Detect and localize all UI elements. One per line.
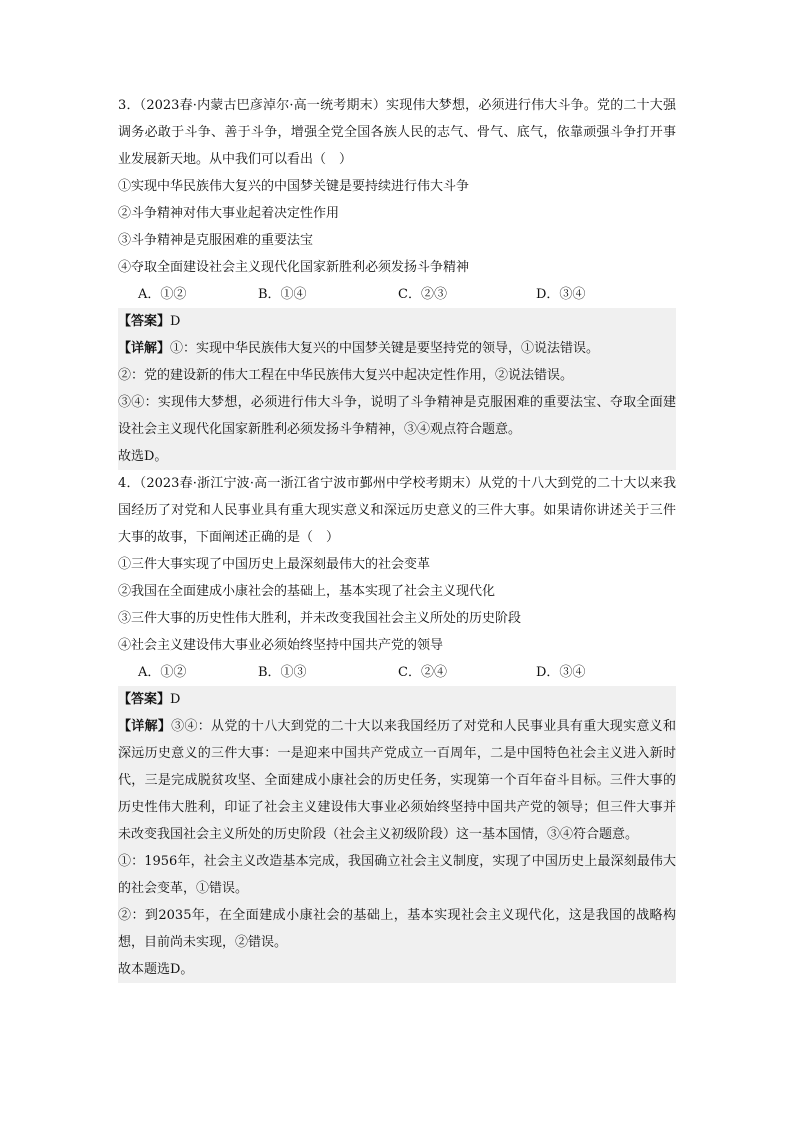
question-3-item-4: ④夺取全面建设社会主义现代化国家新胜利必须发扬斗争精神 — [118, 260, 470, 275]
question-4-answer — [118, 686, 676, 713]
question-3-item-3: ③斗争精神是克服困难的重要法宝 — [118, 233, 314, 248]
question-3-answer — [118, 308, 676, 335]
question-3-stem: 3．（2023春·内蒙古巴彦淖尔·高一统考期末）实现伟大梦想，必须进行伟大斗争。党的二十大强调务必敢于斗争、善于斗争，增强全党全国各族人民的志气、骨气、底气，依靠顽强斗争打开事业发展新天地。从中我们可以看出（ ） — [118, 98, 676, 167]
question-4-item-3: ③三件大事的历史性伟大胜利，并未改变我国社会主义所处的历史阶段 — [118, 611, 522, 626]
question-4-option-a: A．①② — [138, 665, 187, 680]
analysis-label: 【详解】 — [118, 719, 172, 734]
answer-value: D — [170, 692, 181, 707]
question-4-conclusion: 故本题选D。 — [118, 962, 194, 977]
document-page — [118, 92, 676, 983]
question-4-stem: 4．（2023春·浙江宁波·高一浙江省宁波市鄞州中学校考期末）从党的十八大到党的二十大以来我国经历了对党和人民事业具有重大现实意义和深远历史意义的三件大事。如果请你讲述关于三件大事的故事，下面阐述正确的是（ ） — [118, 476, 676, 545]
question-4-analysis-1 — [118, 713, 676, 848]
question-4-option-c: C．②④ — [398, 665, 447, 680]
answer-label: 【答案】 — [118, 692, 171, 707]
question-3-option-a: A．①② — [138, 287, 187, 302]
question-3-solution — [118, 308, 676, 470]
analysis-text: ③④：从党的十八大到党的二十大以来我国经历了对党和人民事业具有重大现实意义和深远历史意义的三件大事：一是迎来中国共产党成立一百周年，二是中国特色社会主义进入新时代，三是完成脱贫攻坚、全面建成小康社会的历史任务，实现第一个百年奋斗目标。三件大事的历史性伟大胜利，印证了社会主义建设伟大事业必须始终坚持中国共产党的领导；但三件大事并未改变我国社会主义所处的历史阶段（社会主义初级阶段）这一基本国情，③④符合题意。 — [118, 719, 676, 842]
question-4-analysis-2: ①：1956年，社会主义改造基本完成，我国确立社会主义制度，实现了中国历史上最深刻最伟大的社会变革，①错误。 — [118, 854, 676, 896]
question-4-item-2: ②我国在全面建成小康社会的基础上，基本实现了社会主义现代化 — [118, 584, 496, 599]
question-3-option-d: D．③④ — [536, 287, 586, 302]
question-3 — [118, 92, 676, 470]
question-4 — [118, 470, 676, 983]
question-3-conclusion: 故选D。 — [118, 449, 168, 464]
question-4-option-d: D．③④ — [536, 665, 586, 680]
question-3-option-c: C．②③ — [398, 287, 447, 302]
question-4-analysis-3: ②：到2035年，在全面建成小康社会的基础上，基本实现社会主义现代化，这是我国的战略构想，目前尚未实现，②错误。 — [118, 908, 676, 950]
question-3-options — [118, 281, 676, 308]
question-3-item-1: ①实现中华民族伟大复兴的中国梦关键是要持续进行伟大斗争 — [118, 179, 470, 194]
question-3-analysis-2: ②：党的建设新的伟大工程在中华民族伟大复兴中起决定性作用，②说法错误。 — [118, 368, 574, 383]
question-4-options — [118, 659, 676, 686]
question-4-solution — [118, 686, 676, 983]
question-4-option-b: B．①③ — [258, 665, 307, 680]
answer-value: D — [170, 314, 181, 329]
analysis-text: ①：实现中华民族伟大复兴的中国梦关键是要坚持党的领导，①说法错误。 — [170, 341, 600, 356]
question-3-item-2: ②斗争精神对伟大事业起着决定性作用 — [118, 206, 340, 221]
question-4-item-4: ④社会主义建设伟大事业必须始终坚持中国共产党的领导 — [118, 638, 444, 653]
analysis-label: 【详解】 — [118, 341, 171, 356]
question-4-item-1: ①三件大事实现了中国历史上最深刻最伟大的社会变革 — [118, 557, 431, 572]
question-3-analysis-1 — [118, 335, 676, 362]
answer-label: 【答案】 — [118, 314, 171, 329]
question-3-analysis-3: ③④：实现伟大梦想，必须进行伟大斗争，说明了斗争精神是克服困难的重要法宝、夺取全面建设社会主义现代化国家新胜利必须发扬斗争精神，③④观点符合题意。 — [118, 395, 676, 437]
question-3-option-b: B．①④ — [258, 287, 307, 302]
